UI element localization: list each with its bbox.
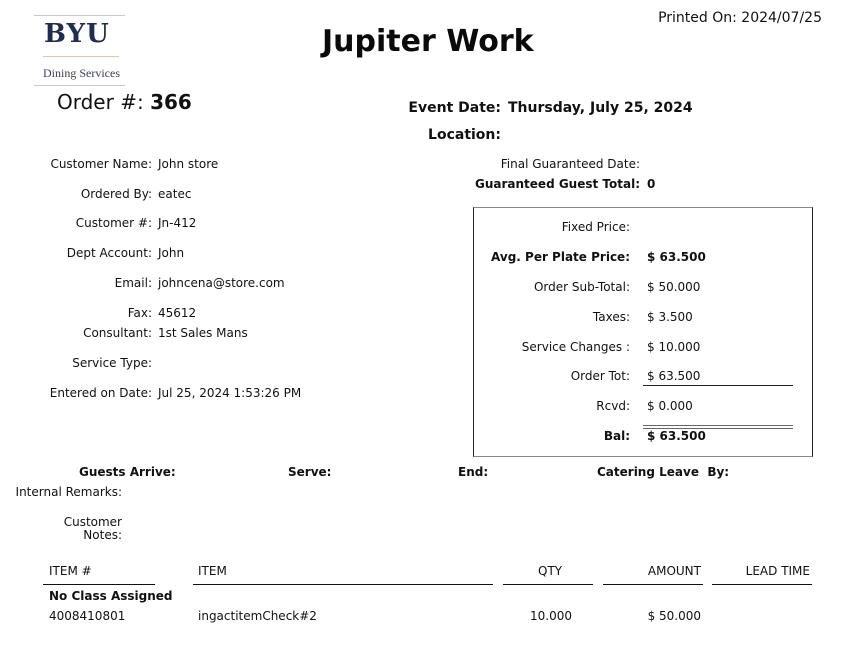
customer-name-value: John store <box>158 157 219 171</box>
order-total-label: Order Tot: <box>570 369 630 383</box>
header-underline-item <box>193 584 493 585</box>
balance-value: $ 63.500 <box>647 429 706 443</box>
item-name-cell: ingactitemCheck#2 <box>198 609 317 623</box>
logo-wordmark: BYU <box>44 19 110 49</box>
entered-on-date-label: Entered on Date: <box>49 386 152 400</box>
customer-name-label: Customer Name: <box>50 157 152 171</box>
byu-dining-logo <box>34 15 125 86</box>
logo-subtitle: Dining Services <box>43 66 120 80</box>
column-header-qty: QTY <box>538 564 563 578</box>
received-value: $ 0.000 <box>647 399 693 413</box>
event-date-label: Event Date: <box>408 100 501 116</box>
printed-on-label: Printed On: <box>658 10 737 26</box>
logo-divider <box>43 56 119 57</box>
customer-number-value: Jn-412 <box>158 216 197 230</box>
customer-number-label: Customer #: <box>75 216 152 230</box>
order-total-value: $ 63.500 <box>647 369 701 383</box>
taxes-label: Taxes: <box>592 310 630 324</box>
guaranteed-guest-total-value: 0 <box>647 177 656 191</box>
order-total-underline <box>643 385 793 386</box>
subtotal-label: Order Sub-Total: <box>533 280 630 294</box>
entered-on-date-value: Jul 25, 2024 1:53:26 PM <box>158 386 302 400</box>
qty-cell: 10.000 <box>530 609 572 623</box>
order-number <box>57 90 192 114</box>
item-number-cell: 4008410801 <box>49 609 126 623</box>
header-underline-qty <box>503 584 593 585</box>
fixed-price-label: Fixed Price: <box>561 220 630 234</box>
fax-label: Fax: <box>127 306 152 320</box>
column-header-item: ITEM <box>198 564 227 578</box>
subtotal-value: $ 50.000 <box>647 280 701 294</box>
service-type-label: Service Type: <box>72 356 152 370</box>
catering-leave-label: Catering Leave By: <box>597 465 730 479</box>
serve-label: Serve: <box>288 465 332 479</box>
avg-per-plate-label: Avg. Per Plate Price: <box>491 250 630 264</box>
ordered-by-label: Ordered By: <box>80 187 152 201</box>
event-date-value: Thursday, July 25, 2024 <box>508 100 693 116</box>
customer-notes-label-line2: Notes: <box>83 528 122 542</box>
balance-double-line-top <box>643 425 793 426</box>
received-label: Rcvd: <box>596 399 630 413</box>
amount-cell: $ 50.000 <box>647 609 701 623</box>
fax-value: 45612 <box>158 306 197 320</box>
internal-remarks-label: Internal Remarks: <box>15 485 122 499</box>
taxes-value: $ 3.500 <box>647 310 693 324</box>
printed-on <box>658 10 822 26</box>
avg-per-plate-value: $ 63.500 <box>647 250 706 264</box>
ordered-by-value: eatec <box>158 187 192 201</box>
column-header-amount: AMOUNT <box>647 564 701 578</box>
consultant-label: Consultant: <box>83 326 152 340</box>
header-underline-item-number <box>43 584 155 585</box>
email-value: johncena@store.com <box>158 276 285 290</box>
final-guaranteed-date-label: Final Guaranteed Date: <box>500 157 640 171</box>
item-group-label: No Class Assigned <box>49 589 173 603</box>
service-charges-value: $ 10.000 <box>647 340 701 354</box>
service-charges-label: Service Changes : <box>521 340 630 354</box>
header-underline-lead-time <box>712 584 812 585</box>
consultant-value: 1st Sales Mans <box>158 326 248 340</box>
guaranteed-guest-total-label: Guaranteed Guest Total: <box>475 177 640 191</box>
header-underline-amount <box>603 584 703 585</box>
printed-on-value: 2024/07/25 <box>741 10 822 26</box>
location-label: Location: <box>428 127 501 143</box>
guests-arrive-label: Guests Arrive: <box>79 465 176 479</box>
balance-label: Bal: <box>603 429 630 443</box>
column-header-item-number: ITEM # <box>49 564 92 578</box>
column-header-lead-time: LEAD TIME <box>745 564 810 578</box>
page-title: Jupiter Work <box>322 24 534 59</box>
customer-notes-label-line1: Customer <box>63 515 122 529</box>
email-label: Email: <box>114 276 152 290</box>
dept-account-label: Dept Account: <box>66 246 152 260</box>
order-label: Order #: <box>57 90 144 114</box>
dept-account-value: John <box>158 246 185 260</box>
pricing-summary-box <box>473 207 813 457</box>
order-value: 366 <box>150 90 192 114</box>
end-label: End: <box>458 465 489 479</box>
